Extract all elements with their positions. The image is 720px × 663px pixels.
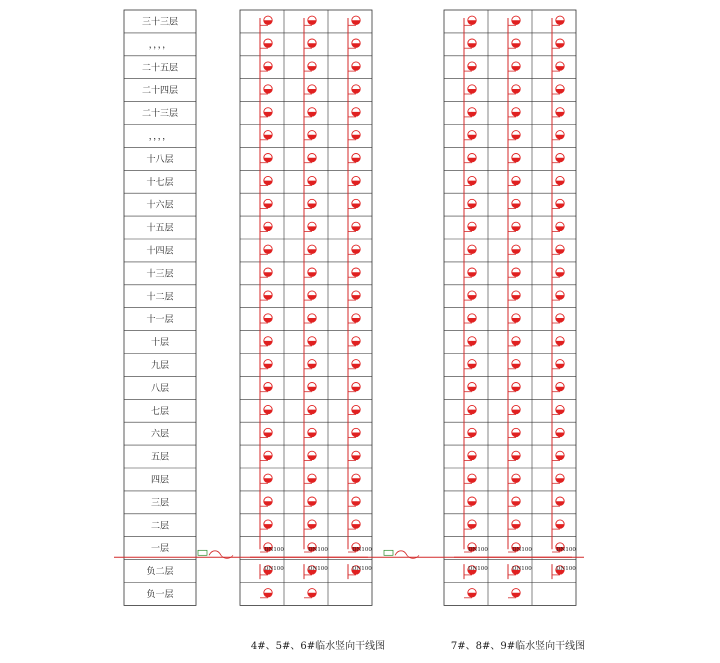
left-riser-diagram [240,10,372,605]
floor-label: 十六层 [146,200,174,211]
left-diagram-caption: 4#、5#、6#临水竖向干线图 [250,641,386,652]
pipe-size-label: DN100 [556,565,576,572]
floor-label: 四层 [150,475,170,486]
pipe-size-label: DN100 [512,546,532,553]
floor-label: 七层 [150,406,170,417]
pipe-size-label: DN100 [308,565,328,572]
pipe-size-label: DN100 [468,565,488,572]
floor-label: 十四层 [146,246,174,257]
floor-label: 一层 [150,544,170,555]
pipe-size-label: DN100 [352,565,372,572]
pipe-size-label: DN100 [264,546,284,553]
floor-label: 十三层 [146,269,174,280]
water-meter-icon [198,550,207,555]
floor-label-column [124,10,196,605]
floor-label: 十八层 [146,154,174,165]
right-riser-diagram [444,10,576,605]
floor-label: 三层 [150,498,170,509]
floor-label: 六层 [150,429,170,440]
pipe-size-label: DN100 [308,546,328,553]
floor-label: 负二层 [146,567,174,578]
pipe-size-label: DN100 [468,546,488,553]
floor-label: 十七层 [146,177,174,188]
floor-label: ，，，， [148,131,172,142]
floor-label: 负一层 [146,589,174,600]
floor-label: 十一层 [146,315,174,326]
floor-label: 二十五层 [141,63,179,74]
floor-label: 五层 [150,452,170,463]
pipe-size-label: DN100 [556,546,576,553]
water-meter-icon [384,550,393,555]
floor-label: 十五层 [146,223,174,234]
floor-label: 三十三层 [141,17,179,28]
floor-label: 十层 [150,338,170,349]
floor-label: 九层 [150,360,170,371]
floor-label: 二层 [150,521,170,532]
floor-label: 二十四层 [141,86,179,97]
pipe-size-label: DN100 [512,565,532,572]
floor-label: 十二层 [146,292,174,303]
right-diagram-caption: 7#、8#、9#临水竖向干线图 [450,641,586,652]
pipe-size-label: DN100 [264,565,284,572]
floor-label: 八层 [150,383,170,394]
floor-label: 二十三层 [141,109,179,120]
floor-label: ，，，， [148,40,172,51]
pipe-size-label: DN100 [352,546,372,553]
